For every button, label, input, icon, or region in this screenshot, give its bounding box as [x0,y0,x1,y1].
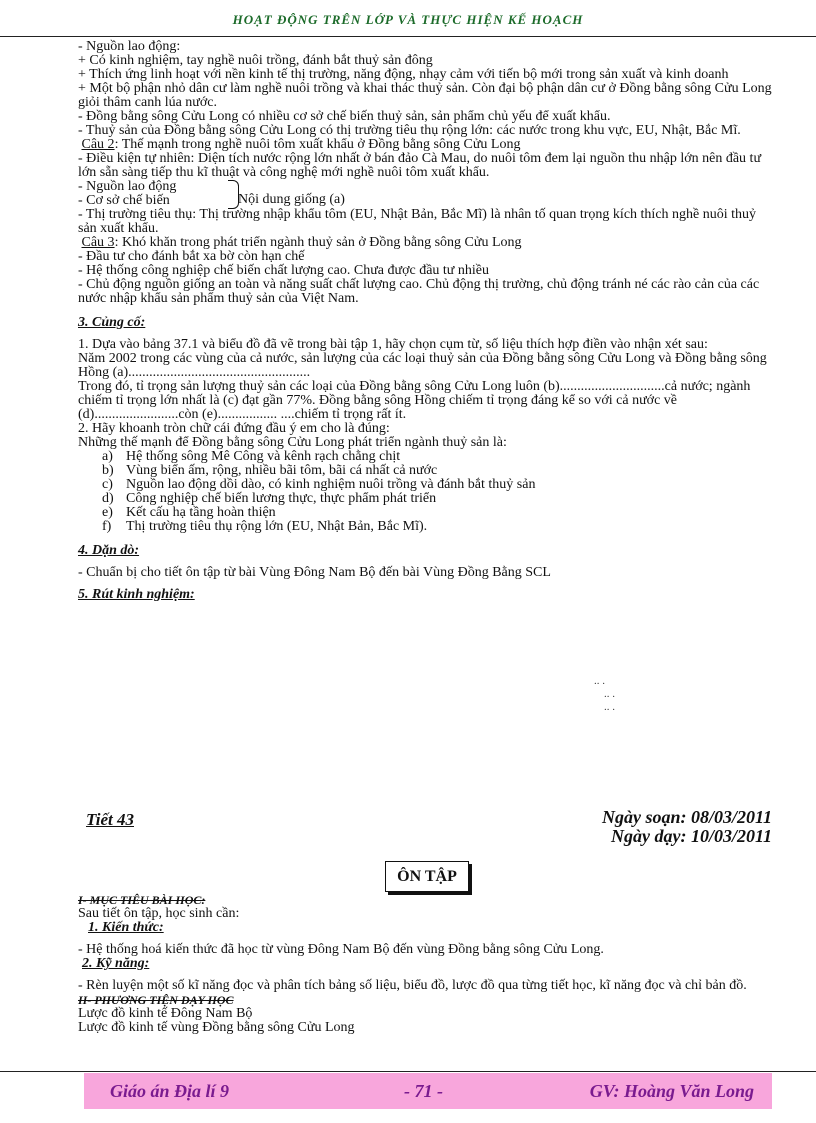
body-line: - Thị trường tiêu thụ: Thị trường nhập khẩu tôm (EU, Nhật Bản, Bắc Mĩ) là nhân tố quan trọng kích thích nghề nuôi thuỷ sản xuất khẩu. [78,207,757,236]
option-marker: c) [102,477,113,492]
page-number: - 71 - [404,1081,443,1101]
question-3-label: Câu 3 [81,235,115,250]
body-line: - Điều kiện tự nhiên: Diện tích nước rộng lớn nhất ở bán đảo Cà Mau, do nuôi tôm đem lại nguồn thu nhập lớn nên đầu tư lớn sẵn sàng tiếp thu kĩ thuật và công nghệ mới nghề nuôi tôm xuất khẩu. [78,151,762,180]
option-text: Công nghiệp chế biến lương thực, thực phẩm phát triển [126,491,437,506]
brace-item: - Nguồn lao động [78,179,177,194]
body-line: + Thích ứng linh hoạt với nền kinh tế thị trường, năng động, nhạy cảm với tiến bộ mới trong sản xuất và kinh doanh [78,67,729,82]
option-item [102,520,778,534]
option-text: Thị trường tiêu thụ rộng lớn (EU, Nhật Bản, Bắc Mĩ). [126,519,428,534]
option-marker: f) [102,519,112,534]
body-line: Trong đó, tỉ trọng sản lượng thuỷ sản các loại của Đồng bằng sông Cửu Long luôn (b)..............................cả nước; ngành chiếm tỉ trọng lớn nhất là (c) đạt gần 77%. Đồng bằng sông Hồng chiếm tỉ trọng đáng kể so với cả nước về (d)........................còn (e)................. ....chiếm tỉ trọng rất ít. [78,379,751,422]
option-text: Nguồn lao động dồi dào, có kinh nghiệm nuôi trồng và đánh bắt thuỷ sản [126,477,536,492]
option-item [102,478,778,492]
prep-date: Ngày soạn: 08/03/2011 [601,807,772,827]
objectives-heading: I- MỤC TIÊU BÀI HỌC: [78,893,206,907]
option-marker: d) [102,491,114,506]
objectives-section [78,893,778,1035]
footer-divider [0,1071,816,1072]
options-list [78,450,778,534]
materials-item: Lược đồ kinh tế vùng Đồng bằng sông Cửu Long [78,1020,355,1035]
body-line: - Rèn luyện một số kĩ năng đọc và phân tích bảng số liệu, biểu đồ, lược đồ qua từng tiết học, kĩ năng đọc và chỉ bản đồ. [78,978,747,993]
body-line: Sau tiết ôn tập, học sinh cần: [78,906,240,921]
lesson-number: Tiết 43 [86,810,134,829]
option-item [102,450,778,464]
skills-heading: 2. Kỹ năng: [82,956,150,971]
body-line: - Chủ động nguồn giống an toàn và năng suất chất lượng cao. Chủ động thị trường, chủ động tránh né các rào cản của các nước nhập khẩu sản phẩm thuỷ sản của Việt Nam. [78,277,760,306]
body-line: + Có kinh nghiệm, tay nghề nuôi trồng, đánh bắt thuỷ sản đông [78,53,433,68]
materials-item: Lược đồ kinh tế Đông Nam Bộ [78,1006,253,1021]
page-footer [84,1073,772,1109]
dot-line: .. . [604,688,615,700]
footer-left: Giáo án Địa lí 9 [110,1081,230,1101]
dot-line: .. . [594,675,605,687]
body-line: 1. Dựa vào bảng 37.1 và biểu đồ đã vẽ trong bài tập 1, hãy chọn cụm từ, số liệu thích hợp điền vào nhận xét sau: [78,337,708,352]
section-heading-dan-do: 4. Dặn dò: [78,543,140,558]
option-item [102,492,778,506]
question-2-text: : Thế mạnh trong nghề nuôi tôm xuất khẩu ở Đồng bằng sông Cửu Long [114,137,521,152]
section-heading-rut-kinh-nghiem: 5. Rút kinh nghiệm: [78,587,195,602]
page-header-title: HOẠT ĐỘNG TRÊN LỚP VÀ THỰC HIỆN KẾ HOẠCH [232,12,584,27]
dotted-placeholder [594,675,615,714]
body-line: 2. Hãy khoanh tròn chữ cái đứng đầu ý em cho là đúng: [78,421,390,436]
option-text: Hệ thống sông Mê Công và kênh rạch chằng chịt [126,449,401,464]
knowledge-heading: 1. Kiến thức: [88,920,164,935]
body-line: - Đồng bằng sông Cửu Long có nhiều cơ sở chế biến thuỷ sản, sản phẩm chủ yếu để xuất khẩu. [78,109,611,124]
body-line: - Thuỷ sản của Đồng bằng sông Cửu Long có thị trường tiêu thụ rộng lớn: các nước trong khu vực, EU, Nhật, Bắc Mĩ. [78,123,741,138]
option-marker: b) [102,463,114,478]
option-text: Vùng biển ấm, rộng, nhiều bãi tôm, bãi cá nhất cả nước [126,463,438,478]
question-2-label: Câu 2 [81,137,115,152]
brace-label: Nội dung giống (a) [238,192,345,207]
teach-date: Ngày dạy: 10/03/2011 [611,826,772,846]
option-item [102,506,778,520]
section-heading-cung-co: 3. Củng cố: [78,315,146,330]
question-3-text: : Khó khăn trong phát triển ngành thuỷ sản ở Đồng bằng sông Cửu Long [114,235,522,250]
header-divider [0,36,816,37]
body-line: - Nguồn lao động: [78,39,181,54]
option-item [102,464,778,478]
body-line: - Hệ thống công nghiệp chế biến chất lượng cao. Chưa được đầu tư nhiều [78,263,489,278]
option-marker: a) [102,449,113,464]
lesson-dates [602,808,772,846]
question-2-heading [78,138,778,152]
body-line: Năm 2002 trong các vùng của cả nước, sản lượng của các loại thuỷ sản của Đồng bằng sông Cửu Long và Đồng bằng sông Hồng (a).................................................... [78,351,767,380]
body-line: Những thế mạnh để Đồng bằng sông Cửu Long phát triển ngành thuỷ sản là: [78,435,507,450]
footer-right: GV: Hoàng Văn Long [589,1081,754,1101]
lesson-body [78,40,778,602]
body-line: - Đầu tư cho đánh bắt xa bờ còn hạn chế [78,249,305,264]
materials-heading: II- PHƯƠNG TIỆN DẠY HỌC [78,993,234,1007]
brace-item: - Cơ sở chế biến [78,193,170,208]
option-text: Kết cấu hạ tầng hoàn thiện [126,505,276,520]
brace-group [78,180,778,208]
lesson-title: ÔN TẬP [385,861,469,892]
dot-line: .. . [604,701,615,713]
body-line: + Một bộ phận nhỏ dân cư làm nghề nuôi trồng và khai thác thuỷ sản. Còn đại bộ phận dân cư ở Đồng bằng sông Cửu Long giỏi thâm canh lúa nước. [78,81,772,110]
question-3-heading [78,236,778,250]
option-marker: e) [102,505,113,520]
body-line: - Hệ thống hoá kiến thức đã học từ vùng Đông Nam Bộ đến vùng Đồng bằng sông Cửu Long. [78,942,604,957]
body-line: - Chuẩn bị cho tiết ôn tập từ bài Vùng Đông Nam Bộ đến bài Vùng Đồng Bằng SCL [78,565,551,580]
